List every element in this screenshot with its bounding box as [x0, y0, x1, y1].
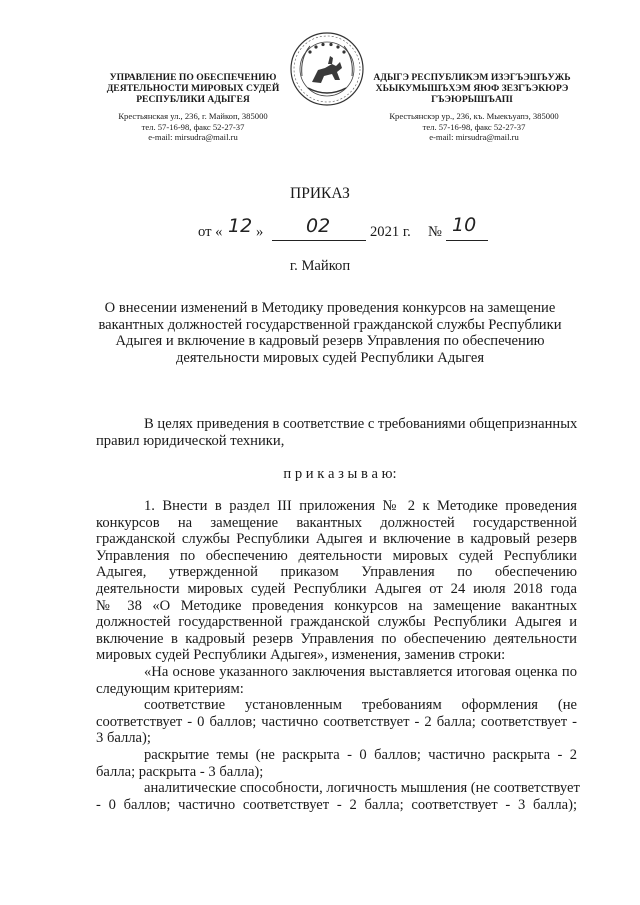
date-mid: » — [256, 224, 264, 240]
month-underline — [272, 240, 366, 241]
body-line: следующим критериям: — [96, 680, 244, 697]
body-line: должностей государственной гражданской службы Республики Адыгея и — [96, 614, 577, 631]
body-line: Адыгея, утвержденной приказом Управления по обеспечению — [96, 564, 577, 581]
right-address-line: e-mail: mirsudra@mail.ru — [429, 132, 519, 142]
body-line: балла; раскрыта - 3 балла); — [96, 763, 264, 780]
right-title-line: АДЫГЭ РЕСПУБЛИКЭМ ИЗЭГЪЭШЪУЖЬ — [373, 72, 571, 83]
body-line: включение в кадровый резерв Управления по обеспечению деятельности — [96, 630, 577, 647]
preamble-line: В целях приведения в соответствие с требованиями общепризнанных — [144, 416, 578, 432]
left-title-line: ДЕЯТЕЛЬНОСТИ МИРОВЫХ СУДЕЙ — [106, 83, 280, 94]
order-number-handwritten: 10 — [452, 214, 477, 236]
left-address-line: Крестьянская ул., 236, г. Майкоп, 385000 — [118, 111, 268, 121]
body-line: - 0 баллов; частично соответствует - 2 балла; соответствует - 3 балла); — [96, 796, 577, 813]
subject-line: Адыгея и включение в кадровый резерв Управления по обеспечению — [115, 333, 545, 350]
subject-line: вакантных должностей государственной гражданской службы Республики — [98, 316, 562, 333]
number-underline — [446, 240, 488, 241]
body-line: соответствует - 0 баллов; частично соответствует - 2 балла; соответствует - — [96, 713, 577, 730]
left-title-line: РЕСПУБЛИКИ АДЫГЕЯ — [136, 94, 250, 105]
left-org-title — [98, 72, 288, 105]
left-title-line: УПРАВЛЕНИЕ ПО ОБЕСПЕЧЕНИЮ — [109, 72, 277, 83]
right-address-line: Крестьянскэр ур., 236, къ. Мыекъуапэ, 385000 — [389, 111, 559, 121]
order-body — [96, 498, 580, 813]
order-date-number-line — [0, 214, 640, 244]
date-year: 2021 г. — [370, 224, 411, 240]
left-address-line: тел. 57-16-98, факс 52-27-37 — [141, 121, 245, 132]
subject-line: деятельности мировых судей Республики Адыгея — [175, 349, 485, 366]
left-address-line: e-mail: mirsudra@mail.ru — [148, 132, 238, 142]
document-title: ПРИКАЗ — [290, 185, 350, 202]
body-line: конкурсов на замещение вакантных должностей государственной — [96, 514, 577, 531]
right-org-address — [370, 111, 578, 143]
body-line: Управления по обеспечению деятельности мировых судей Республики — [96, 547, 577, 564]
body-line: 3 балла); — [96, 730, 151, 747]
body-line: аналитические способности, логичность мышления (не соответствует — [144, 780, 580, 797]
city: г. Майкоп — [289, 258, 351, 274]
coat-of-arms-icon — [288, 28, 366, 110]
order-subject — [90, 300, 570, 366]
order-word: п р и к а з ы в а ю: — [283, 466, 397, 482]
body-line: 1. Внести в раздел III приложения № 2 к Методике проведения — [144, 498, 577, 514]
right-org-title — [366, 72, 578, 105]
date-prefix: от « — [198, 224, 223, 240]
preamble-line: правил юридической техники, — [96, 432, 285, 449]
date-day-handwritten: 12 — [228, 215, 253, 237]
body-line: № 38 «О Методике проведения конкурсов на замещение вакантных — [96, 597, 577, 614]
body-line: раскрытие темы (не раскрыта - 0 баллов; частично раскрыта - 2 — [144, 746, 577, 763]
date-month-handwritten: 02 — [306, 215, 331, 237]
preamble — [96, 416, 577, 449]
body-line: деятельности мировых судей Республики Адыгея от 24 июля 2018 года — [96, 580, 577, 597]
body-line: мировых судей Республики Адыгея», изменения, заменив строки: — [96, 647, 506, 664]
body-line: «На основе указанного заключения выставляется итоговая оценка по — [144, 663, 577, 680]
body-line: гражданской службы Республики Адыгея и включение в кадровый резерв — [96, 531, 577, 548]
subject-line: О внесении изменений в Методику проведения конкурсов на замещение — [104, 300, 556, 316]
body-line: соответствие установленным требованиям оформления (не — [144, 697, 577, 714]
number-sign: № — [428, 224, 442, 240]
right-title-line: ГЪЭЮРЫШЪАПI — [431, 94, 513, 105]
right-title-line: ХЬЫКУМЫШЪХЭМ ЯЮФ ЗЕЗГЪЭКЮРЭ — [375, 83, 569, 94]
right-address-line: тел. 57-16-98, факс 52-27-37 — [422, 121, 526, 132]
left-org-address — [98, 111, 288, 143]
